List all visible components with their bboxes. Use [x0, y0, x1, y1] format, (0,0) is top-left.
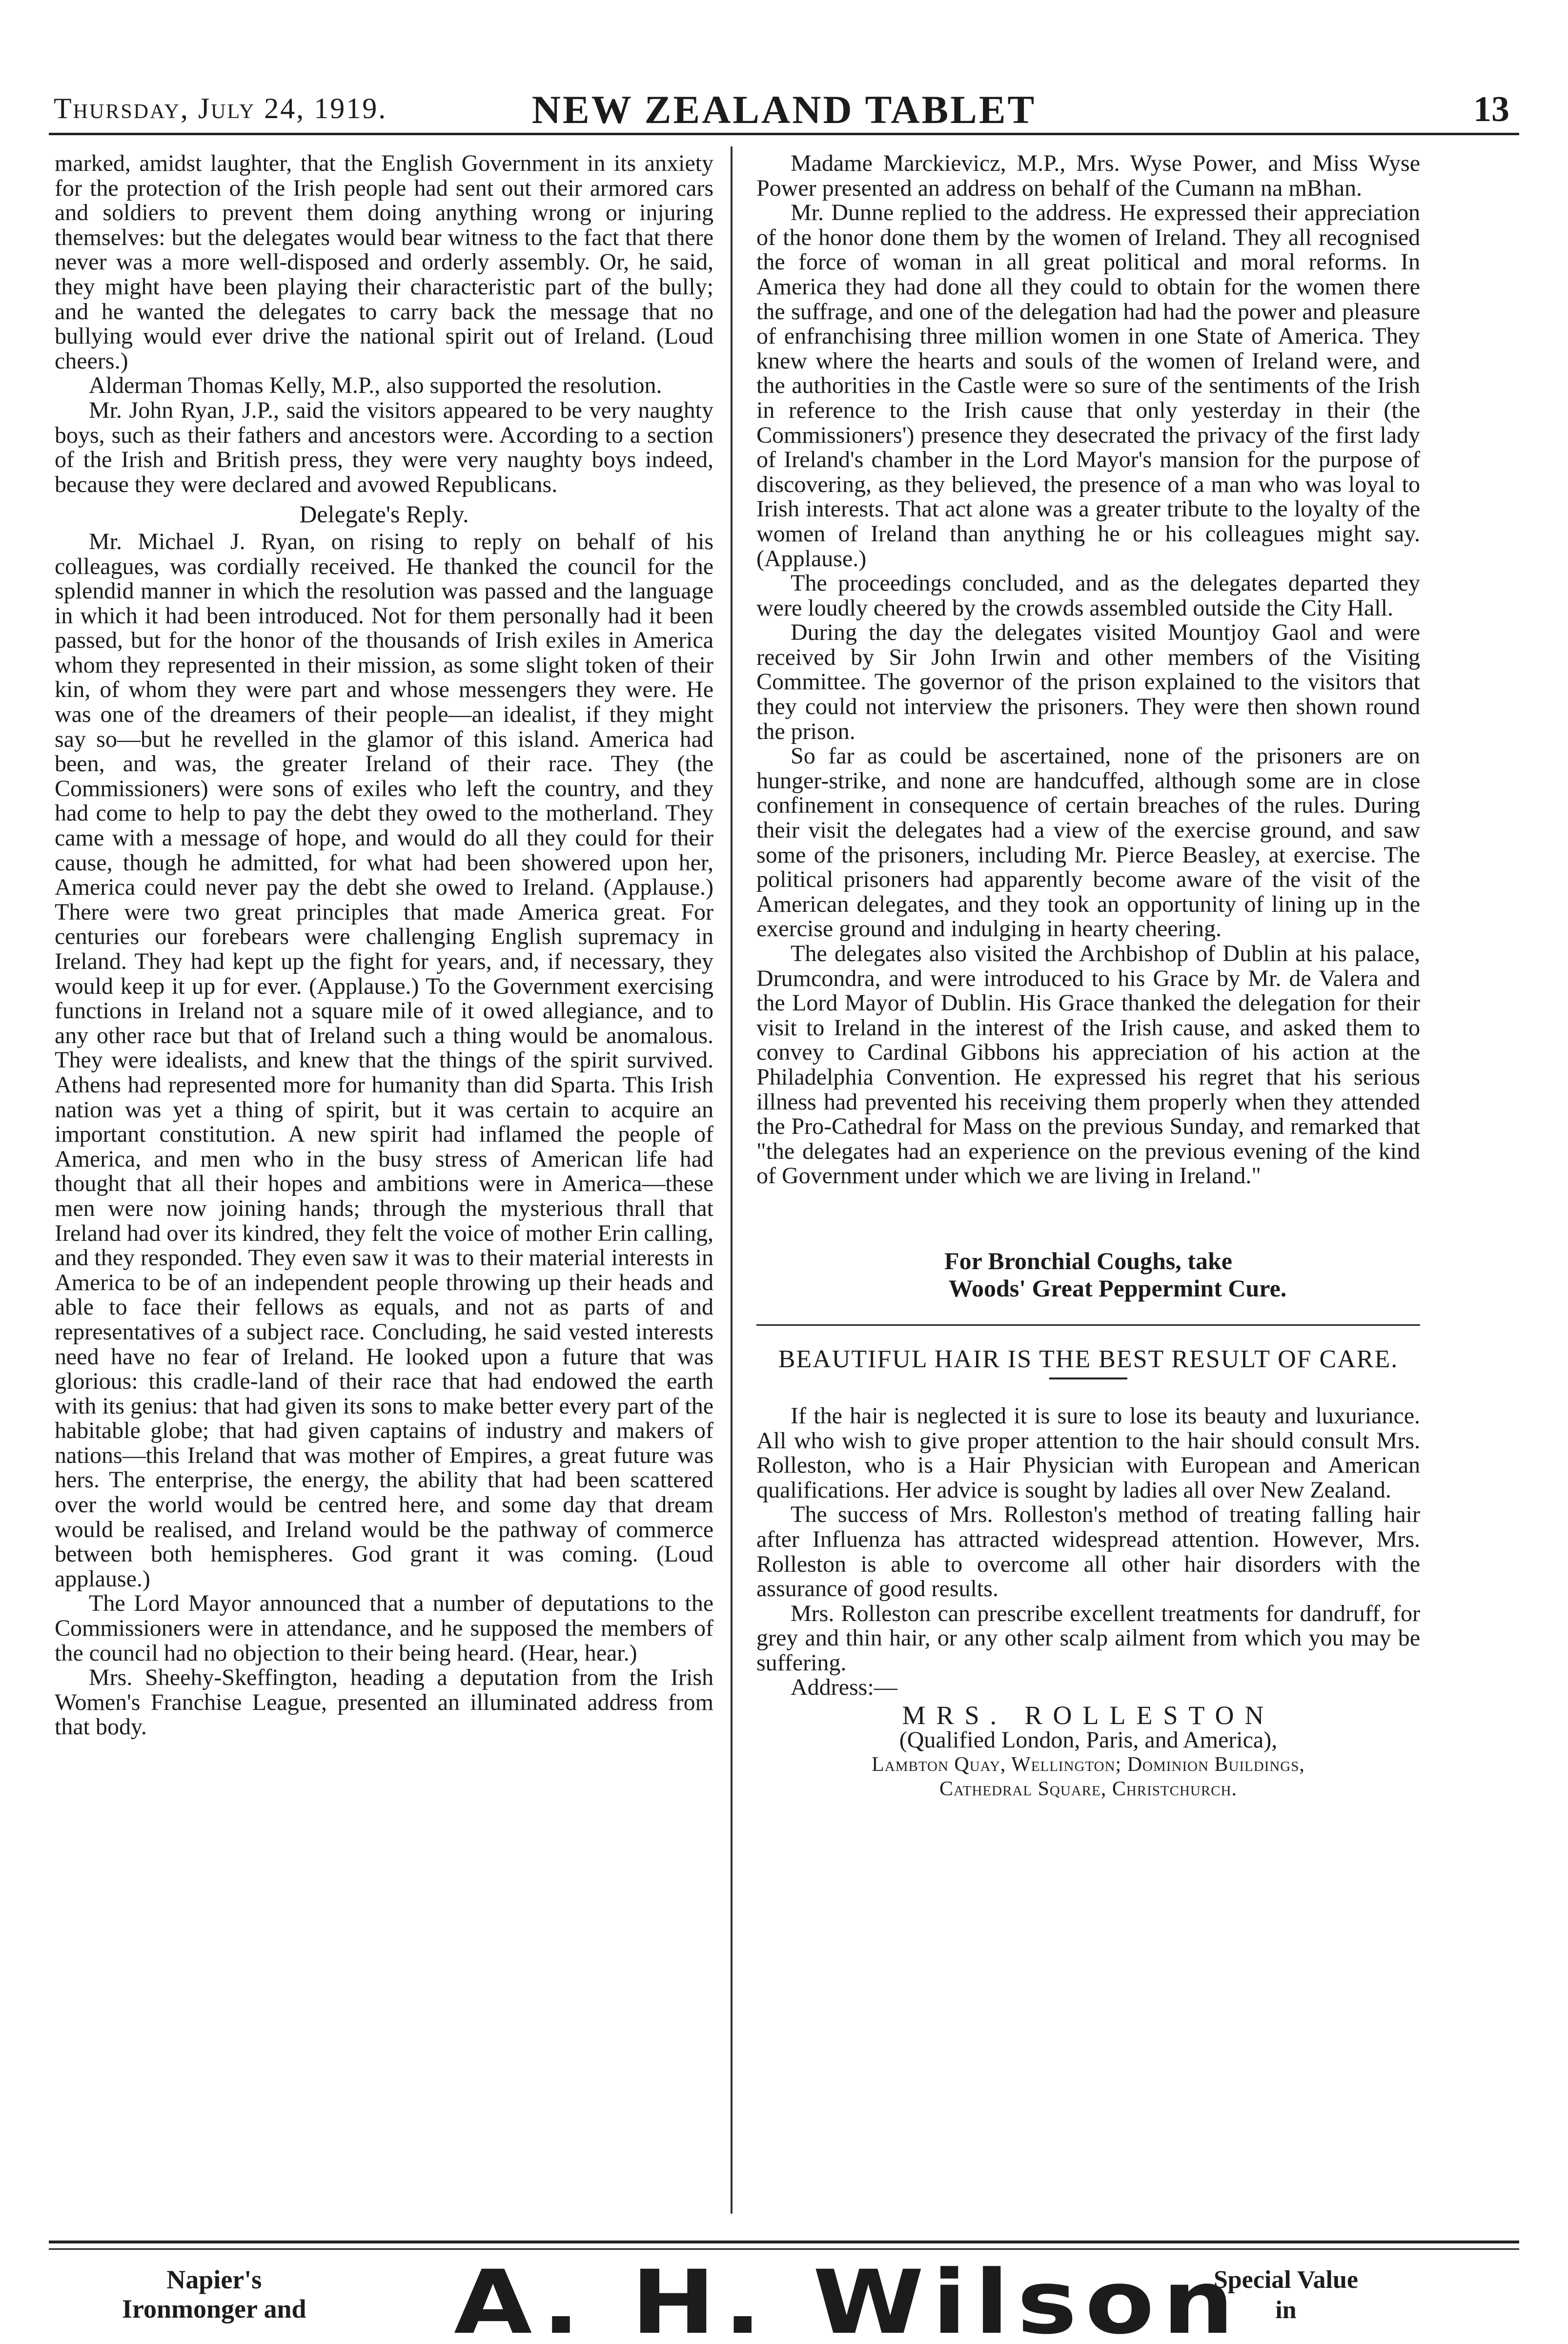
page-number: 13: [1473, 89, 1509, 129]
right-column: [756, 151, 1420, 1801]
footer-ad-text: Napier's: [166, 2265, 262, 2294]
article-paragraph: The Lord Mayor announced that a number of deputations to the Commissioners were in attendance, and he supposed the members of the council had no objection to their being heard. (Hear, hear.): [55, 1590, 713, 1666]
title-rule: [1049, 1378, 1127, 1379]
newspaper-title: NEW ZEALAND TABLET: [531, 87, 1037, 132]
section-subheading: Delegate's Reply.: [299, 500, 469, 528]
signature-address: Lambton Quay, Wellington; Dominion Buildings,: [872, 1753, 1305, 1776]
ad-divider: [756, 1324, 1420, 1326]
cough-ad-line: For Bronchial Coughs, take: [944, 1247, 1232, 1275]
footer-advertisement: [49, 2265, 1519, 2344]
page-header: [49, 87, 1519, 133]
article-paragraph: During the day the delegates visited Mountjoy Gaol and were received by Sir John Irwin and other members of the Visiting Committee. The governor of the prison explained to the visitors that they could not interview the prisoners. They were then shown round the prison.: [756, 619, 1420, 744]
hair-ad-title: BEAUTIFUL HAIR IS THE BEST RESULT OF CARE.: [778, 1345, 1399, 1373]
ad-paragraph: The success of Mrs. Rolleston's method of treating falling hair after Influenza has attracted widespread attention. However, Mrs. Rolleston is able to overcome all other hair disorders with the assurance of good results.: [756, 1501, 1420, 1602]
signature-name: MRS. ROLLESTON: [902, 1701, 1275, 1730]
column-divider: [731, 146, 733, 2214]
article-paragraph: The proceedings concluded, and as the delegates departed they were loudly cheered by the crowds assembled outside the City Hall.: [756, 570, 1420, 621]
footer-rules: [49, 2241, 1519, 2250]
article-paragraph: Madame Marckievicz, M.P., Mrs. Wyse Power, and Miss Wyse Power presented an address on behalf of the Cumann na mBhan.: [756, 150, 1420, 201]
article-paragraph: Mr. John Ryan, J.P., said the visitors appeared to be very naughty boys, such as their fathers and ancestors were. According to a section of the Irish and British press, they were very naughty boys indeed, because they were declared and avowed Republicans.: [55, 397, 713, 497]
article-paragraph: marked, amidst laughter, that the English Government in its anxiety for the protection of the Irish people had sent out their armored cars and soldiers to prevent them doing anything wrong or injuring themselves: but the delegates would bear witness to the fact that there never was a more well-disposed and orderly assembly. Or, he said, they might have been playing their characteristic part of the bully; and he wanted the delegates to carry back the message that no bullying would ever drive the national spirit out of Ireland. (Loud cheers.): [55, 150, 713, 374]
article-paragraph: Mr. Michael J. Ryan, on rising to reply on behalf of his colleagues, was cordially received. He thanked the council for the splendid manner in which the resolution was passed and the language in which it had been introduced. Not for them personally had it been passed, but for the honor of the thousands of Irish exiles in America whom they represented in their mission, as some slight token of their kin, of whom they were part and whose messengers they were. He was one of the dreamers of their people—an idealist, if they might say so—but he revelled in the glamor of this island. America had been, and was, the greater Ireland of their race. They (the Commissioners) were sons of exiles who left the country, and they had come to help to pay the debt they owed to the motherland. They came with a message of hope, and would do all they could for their cause, though he admitted, for what had been showered upon her, America could never pay the debt she owed to Ireland. (Applause.) There were two great principles that made America great. For centuries our forebears were challenging English supremacy in Ireland. They had kept up the fight for years, and, if necessary, they would keep it up for ever. (Applause.) To the Government exercising functions in Ireland not a square mile of it owed allegiance, and to any other race but that of Ireland such a thing would be anomalous. They were idealists, and knew that the things of the spirit survived. Athens had represented more for humanity than did Sparta. This Irish nation was yet a thing of spirit, but it was certain to acquire an important constitution. A new spirit had inflamed the people of America, and men who in the busy stress of American life had thought that all their hopes and ambitions were in America—these men were now joining hands; through the mysterious thrall that Ireland had over its kindred, they felt the voice of mother Erin calling, and they responded. They even saw it was to their material interests in America to be of an independent people throwing up their heads and able to face their fellows as equals, and not as parts of and representatives of a subject race. Concluding, he said vested interests need have no fear of Ireland. He looked upon a future that was glorious: this cradle-land of their race that had endowed the earth with its genius: that had given its sons to make better every part of the habitable globe; that had given captains of industry and makers of nations—this Ireland that was mother of Empires, a great future was hers. The enterprise, the energy, the ability that had been scattered over the world would be centred here, and some day that dream would be realised, and Ireland would be the pathway of commerce between both hemispheres. God grant it was coming. (Loud applause.): [55, 528, 713, 1592]
footer-ad-right: [1214, 2265, 1358, 2325]
article-paragraph: Mr. Dunne replied to the address. He expressed their appreciation of the honor done them by the women of Ireland. They all recognised the force of woman in all great political and moral reforms. In America they had done all they could to obtain for the women there the suffrage, and one of the delegation had had the power and pleasure of enfranchising three million women in one State of America. They knew where the hearts and souls of the women of Ireland were, and the authorities in the Castle were so sure of the sentiments of the Irish in reference to the Irish cause that only yesterday in their (the Commissioners') presence they desecrated the privacy of the first lady of Ireland's chamber in the Lord Mayor's mansion for the purpose of discovering, as they believed, the presence of a man who was loyal to Irish interests. That act alone was a greater tribute to the loyalty of the women of Ireland than anything he or his colleagues might say. (Applause.): [756, 200, 1420, 572]
footer-ad-text: in: [1275, 2296, 1297, 2324]
header-rule: [49, 133, 1519, 135]
cough-ad-line: Woods' Great Peppermint Cure.: [948, 1274, 1287, 1302]
left-column: [55, 151, 713, 1740]
ad-paragraph: If the hair is neglected it is sure to lose its beauty and luxuriance. All who wish to give proper attention to the hair should consult Mrs. Rolleston, who is a Hair Physician with European and American qualifications. Her advice is sought by ladies all over New Zealand.: [756, 1402, 1420, 1503]
article-paragraph: Alderman Thomas Kelly, M.P., also supported the resolution.: [89, 372, 662, 399]
ad-paragraph: Mrs. Rolleston can prescribe excellent treatments for dandruff, for grey and thin hair, or any other scalp ailment from which you may be suffering.: [756, 1600, 1420, 1676]
footer-ad-brand: A. H. Wilson: [454, 2265, 1242, 2344]
cough-cure-ad: [756, 1247, 1420, 1302]
signature-qualification: (Qualified London, Paris, and America),: [899, 1727, 1278, 1753]
article-paragraph: So far as could be ascertained, none of the prisoners are on hunger-strike, and none are handcuffed, although some are in close confinement in consequence of certain breaches of the rules. During their visit the delegates had a view of the exercise ground, and saw some of the prisoners, including Mr. Pierce Beasley, at exercise. The political prisoners had apparently become aware of the visit of the American delegates, and they took an opportunity of lining up in the exercise ground and indulging in hearty cheering.: [756, 743, 1420, 942]
footer-rule: [49, 2248, 1519, 2250]
footer-ad-text: Ironmonger and: [122, 2294, 306, 2323]
article-paragraph: The delegates also visited the Archbishop of Dublin at his palace, Drumcondra, and were introduced to his Grace by Mr. de Valera and the Lord Mayor of Dublin. His Grace thanked the delegation for their visit to Ireland in the interest of the Irish cause, and asked them to convey to Cardinal Gibbons his appreciation of his action at the Philadelphia Convention. He expressed his regret that his serious illness had prevented his receiving them properly when they attended the Pro-Cathedral for Mass on the previous Sunday, and remarked that "the delegates had an experience on the previous evening of the kind of Government under which we are living in Ireland.": [756, 941, 1420, 1189]
footer-rule: [49, 2241, 1519, 2243]
ad-signature: [756, 1703, 1420, 1801]
footer-ad-left: [122, 2265, 306, 2323]
footer-ad-text: Special Value: [1213, 2266, 1358, 2294]
signature-address: Cathedral Square, Christchurch.: [939, 1778, 1237, 1801]
header-date: Thursday, July 24, 1919.: [54, 92, 387, 124]
article-paragraph: Mrs. Sheehy-Skeffington, heading a deputation from the Irish Women's Franchise League, presented an illuminated address from that body.: [55, 1665, 713, 1740]
address-label: Address:—: [791, 1674, 897, 1701]
hair-care-ad: [756, 1345, 1420, 1801]
